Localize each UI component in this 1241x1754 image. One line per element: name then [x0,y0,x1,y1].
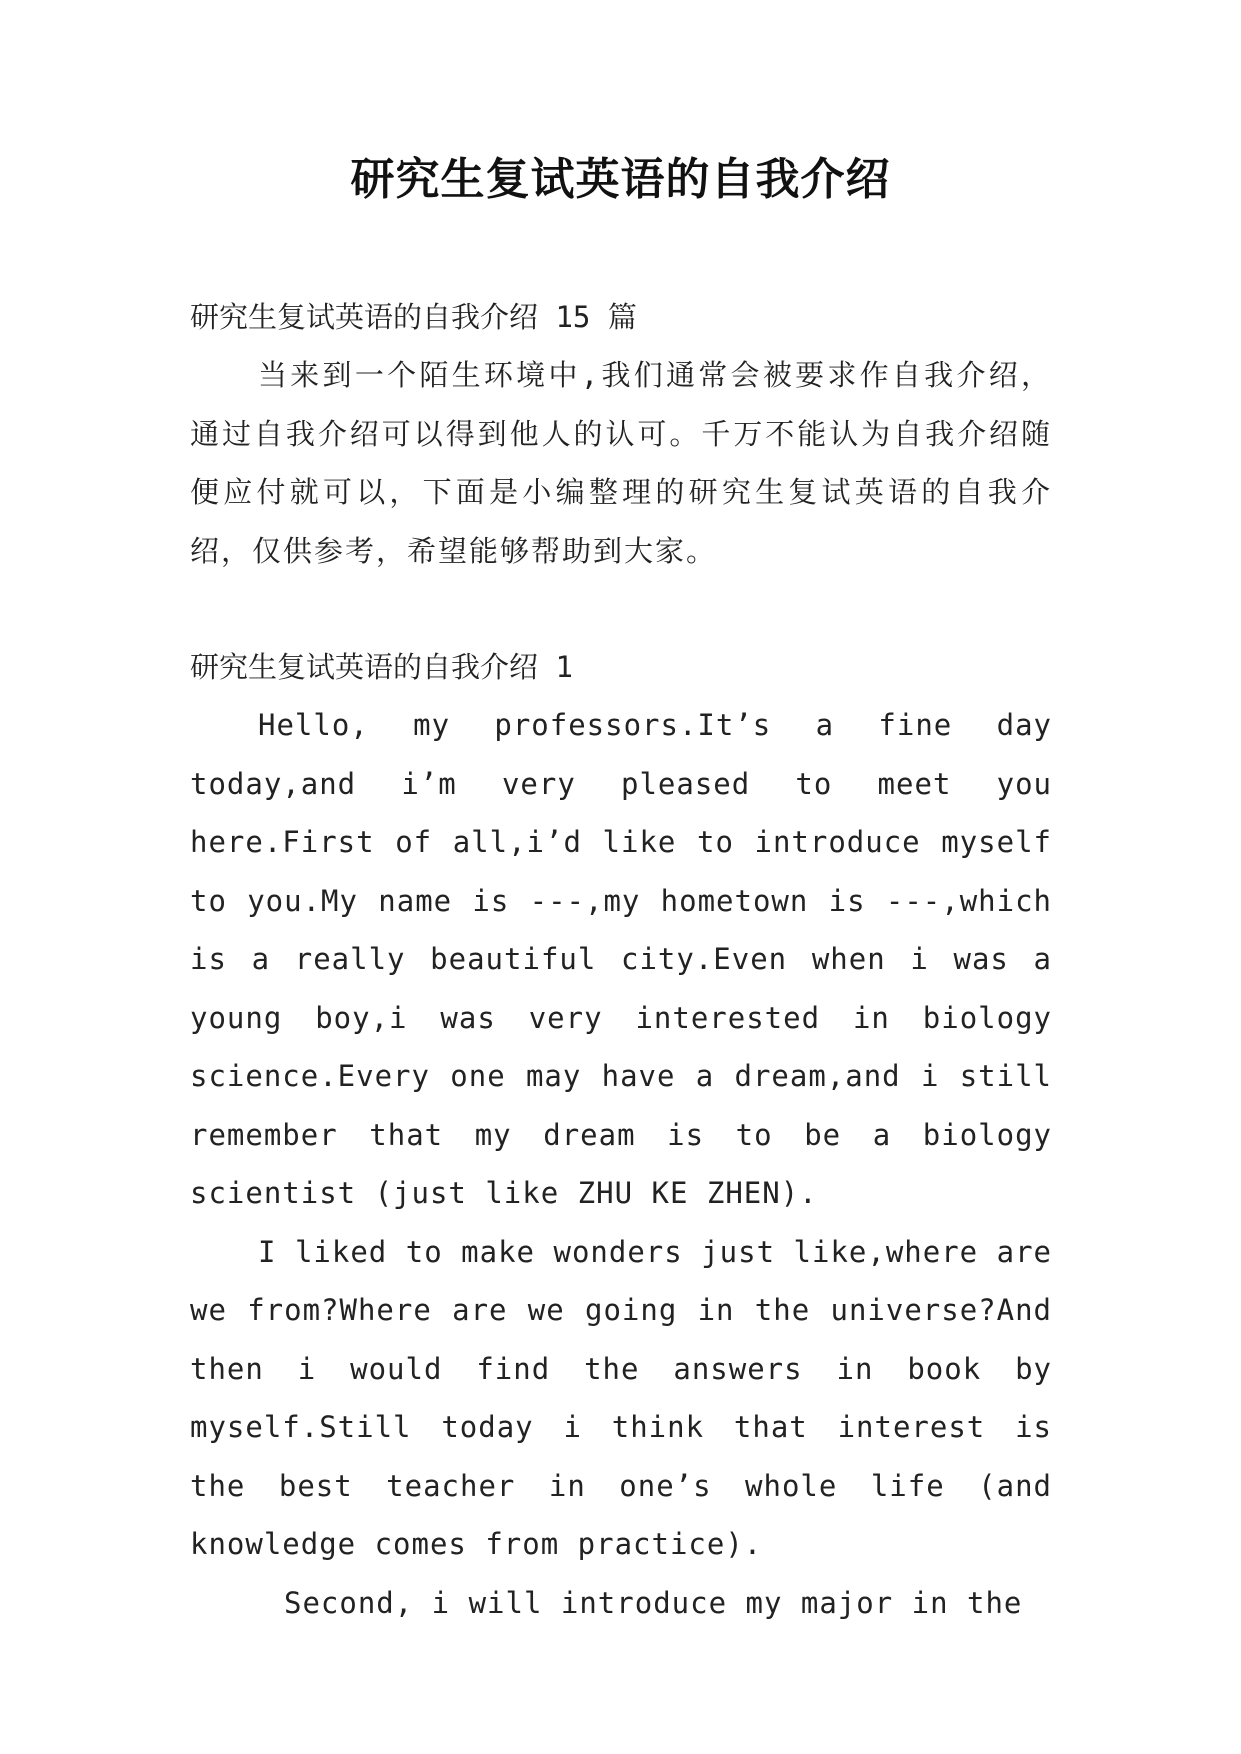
document-subtitle: 研究生复试英语的自我介绍 15 篇 [190,300,637,334]
body-paragraph: Second, i will introduce my major in the [284,1585,1023,1620]
intro-paragraph: 当来到一个陌生环境中,我们通常会被要求作自我介绍，通过自我介绍可以得到他人的认可。千万不能认为自我介绍随便应付就可以，下面是小编整理的研究生复试英语的自我介绍，仅供参考，希望能够帮助到大家。 [190,358,1052,568]
document-title: 研究生复试英语的自我介绍 [350,154,891,205]
body-paragraph: I liked to make wonders just like,where are we from?Where are we going in the universe?And then i would find the answers in book by myself.Still today i think that interest is the best teacher in one’s whole life (and knowledge comes from practice). [190,1234,1052,1561]
body-paragraph: Hello, my professors.It’s a fine day today,and i’m very pleased to meet you here.First of all,i’d like to introduce myself to you.My name is ---,my hometown is ---,which is a really beautiful city.Even when i was a young boy,i was very interested in biology science.Every one may have a dream,and i still remember that my dream is to be a biology scientist (just like ZHU KE ZHEN). [190,708,1052,1210]
section-heading: 研究生复试英语的自我介绍 1 [190,650,573,684]
section-body [190,696,1052,1632]
